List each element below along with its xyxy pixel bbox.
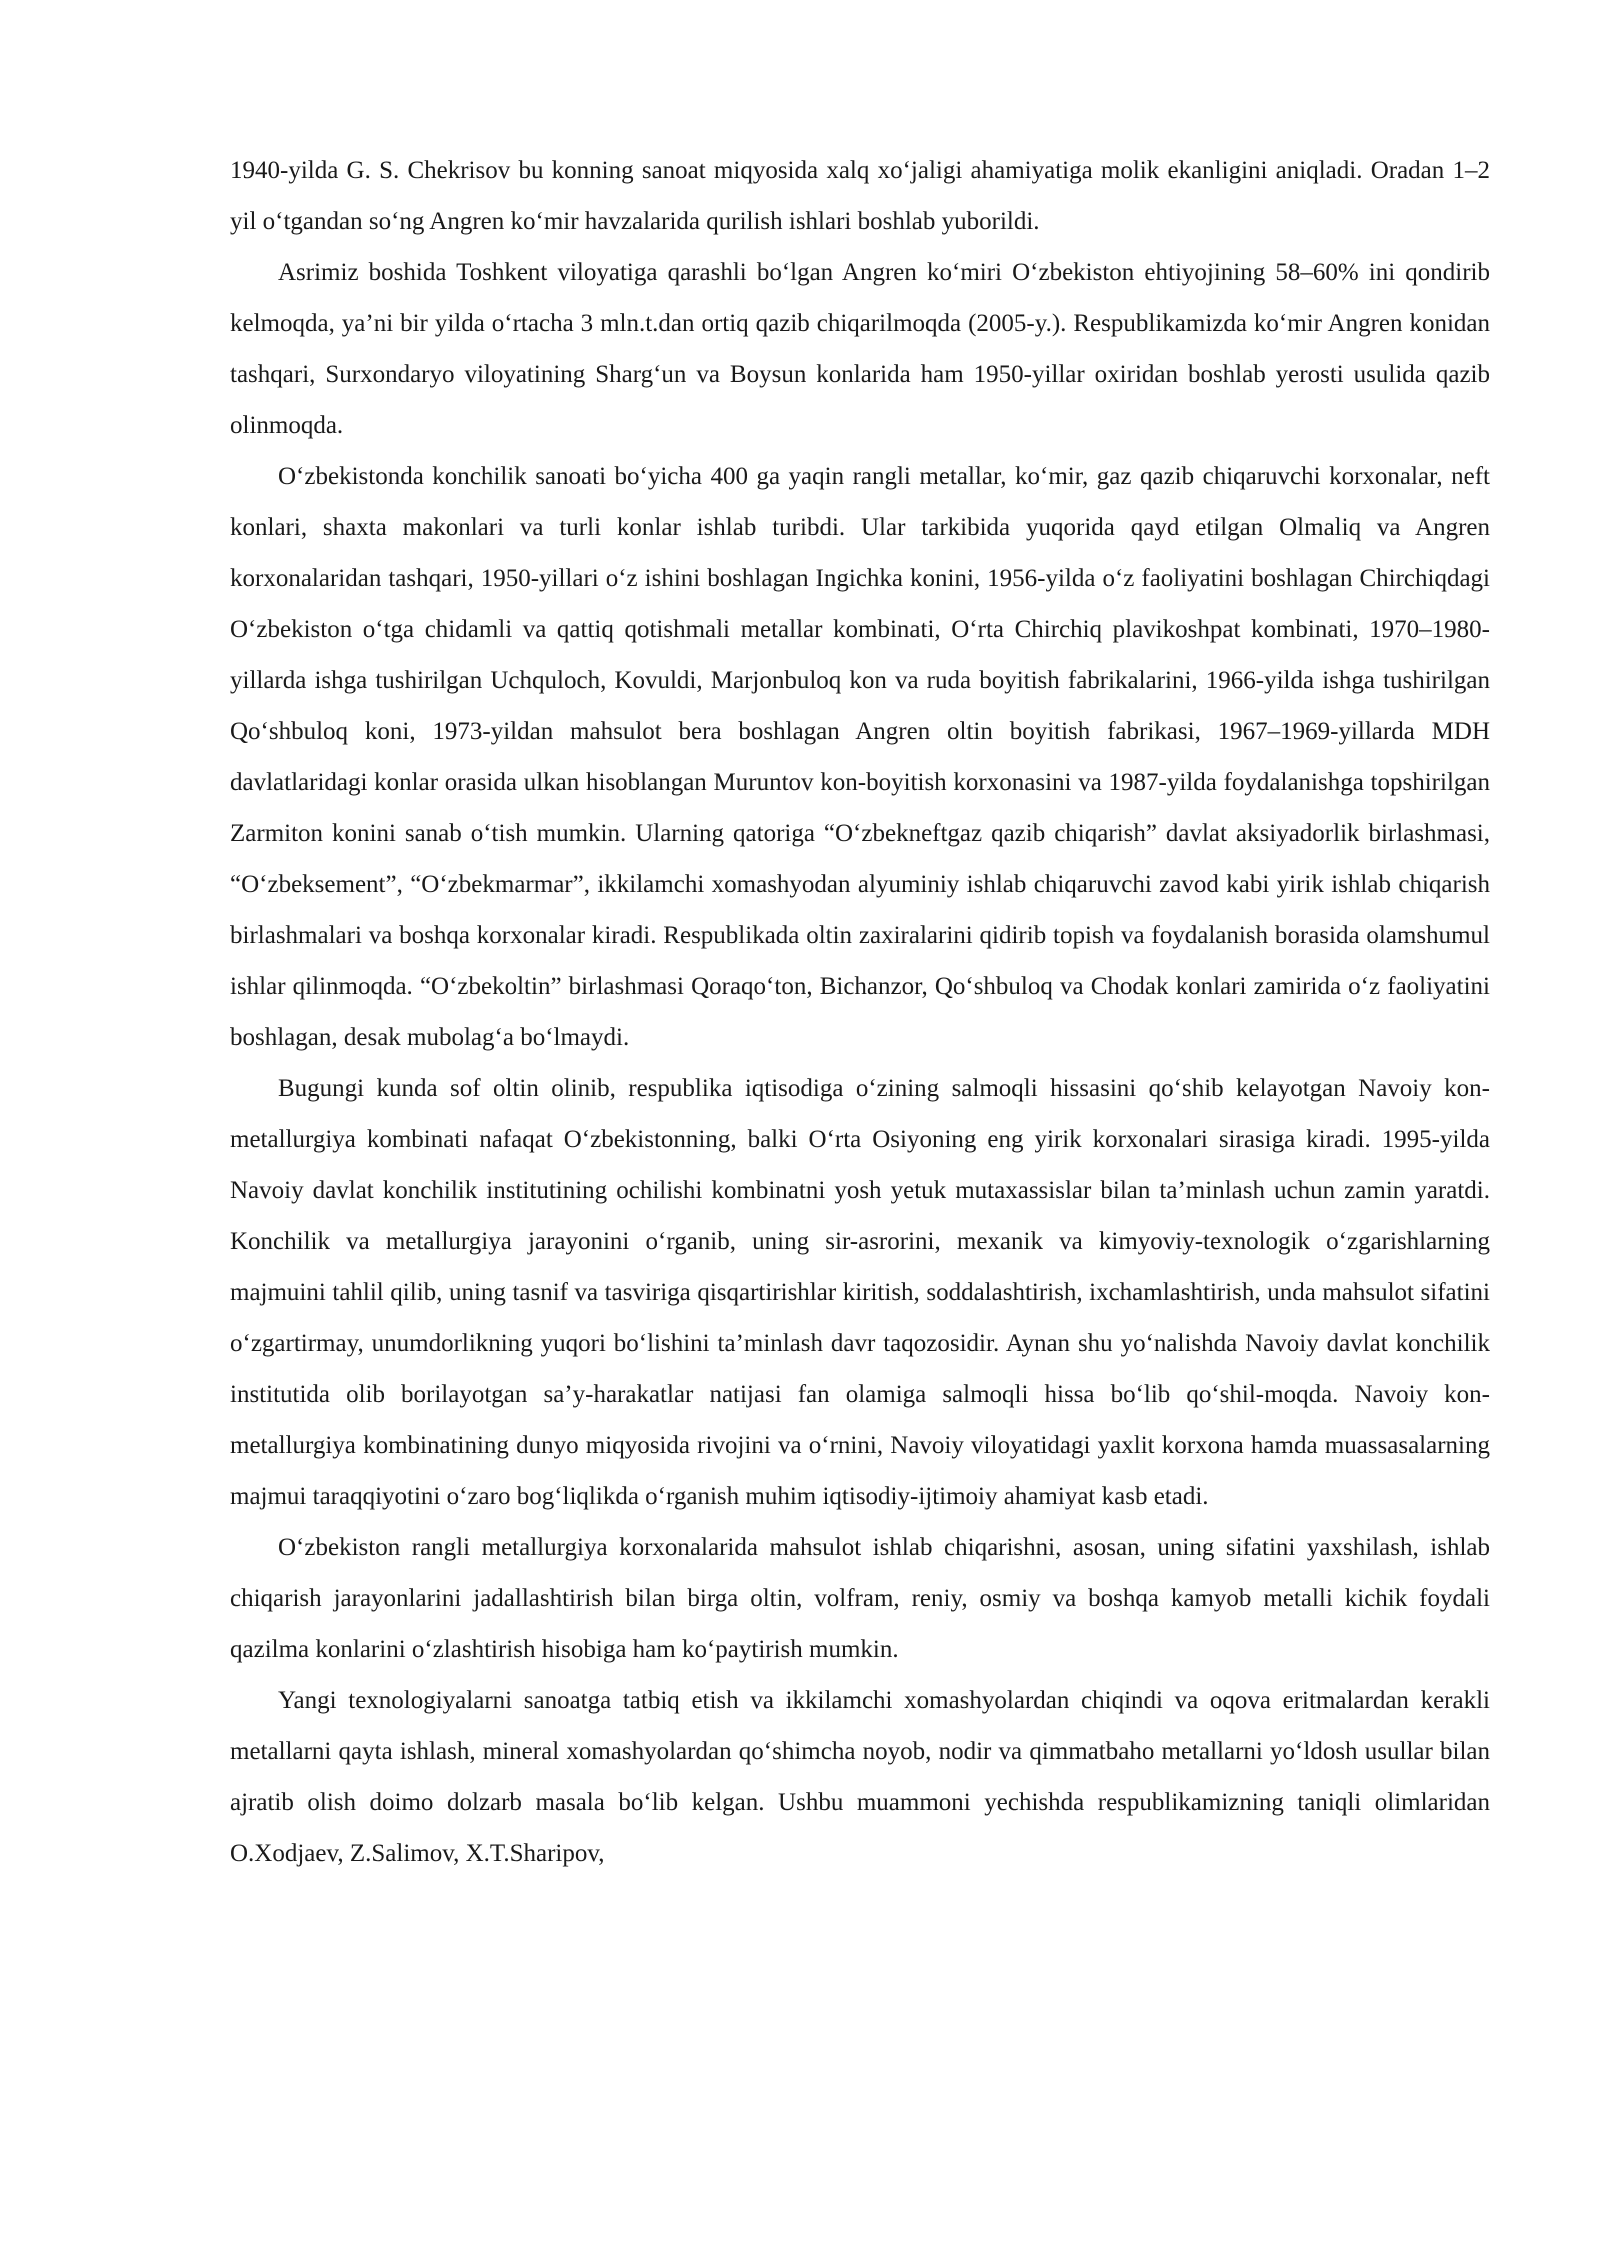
paragraph: Asrimiz boshida Toshkent viloyatiga qarashli bo‘lgan Angren ko‘miri O‘zbekiston ehtiyojining 58–60% ini qondirib kelmoqda, ya’ni bir yilda o‘rtacha 3 mln.t.dan ortiq qazib chiqarilmoqda (2005-y.). Respublikamizda ko‘mir Angren konidan tashqari, Surxondaryo viloyatining Sharg‘un va Boysun konlarida ham 1950-yillar oxiridan boshlab yerosti usulida qazib olinmoqda. bbox=[230, 259, 1490, 439]
paragraph: Yangi texnologiyalarni sanoatga tatbiq etish va ikkilamchi xomashyolardan chiqindi va oqova eritmalardan kerakli metallarni qayta ishlash, mineral xomashyolardan qo‘shimcha noyob, nodir va qimmatbaho metallarni yo‘ldosh usullar bilan ajratib olish doimo dolzarb masala bo‘lib kelgan. Ushbu muammoni yechishda respublikamizning taniqli olimlaridan O.Xodjaev, Z.Salimov, X.T.Sharipov, bbox=[230, 1687, 1490, 1867]
paragraph: 1940-yilda G. S. Chekrisov bu konning sanoat miqyosida xalq xo‘jaligi ahamiyatiga molik ekanligini aniqladi. Oradan 1–2 yil o‘tgandan so‘ng Angren ko‘mir havzalarida qurilish ishlari boshlab yuborildi. bbox=[230, 157, 1490, 235]
paragraph: O‘zbekistonda konchilik sanoati bo‘yicha 400 ga yaqin rangli metallar, ko‘mir, gaz qazib chiqaruvchi korxonalar, neft konlari, shaxta makonlari va turli konlar ishlab turibdi. Ular tarkibida yuqorida qayd etilgan Olmaliq va Angren korxonalaridan tashqari, 1950-yillari o‘z ishini boshlagan Ingichka konini, 1956-yilda o‘z faoliyatini boshlagan Chirchiqdagi O‘zbekiston o‘tga chidamli va qattiq qotishmali metallar kombinati, O‘rta Chirchiq plavikoshpat kombinati, 1970–1980-yillarda ishga tushirilgan Uchquloch, Kovuldi, Marjonbuloq kon va ruda boyitish fabrikalarini, 1966-yilda ishga tushirilgan Qo‘shbuloq koni, 1973-yildan mahsulot bera boshlagan Angren oltin boyitish fabrikasi, 1967–1969-yillarda MDH davlatlaridagi konlar orasida ulkan hisoblangan Muruntov kon-boyitish korxonasini va 1987-yilda foydalanishga topshirilgan Zarmiton konini sanab o‘tish mumkin. Ularning qatoriga “O‘zbekneftgaz qazib chiqarish” davlat aksiyadorlik birlashmasi, “O‘zbeksement”, “O‘zbekmarmar”, ikkilamchi xomashyodan alyuminiy ishlab chiqaruvchi zavod kabi yirik ishlab chiqarish birlashmalari va boshqa korxonalar kiradi. Respublikada oltin zaxiralarini qidirib topish va foydalanish borasida olamshumul ishlar qilinmoqda. “O‘zbekoltin” birlashmasi Qoraqo‘ton, Bichanzor, Qo‘shbuloq va Chodak konlari zamirida o‘z faoliyatini boshlagan, desak mubolag‘a bo‘lmaydi. bbox=[230, 463, 1490, 1051]
paragraph: Bugungi kunda sof oltin olinib, respublika iqtisodiga o‘zining salmoqli hissasini qo‘shib kelayotgan Navoiy kon-metallurgiya kombinati nafaqat O‘zbekistonning, balki O‘rta Osiyoning eng yirik korxonalari sirasiga kiradi. 1995-yilda Navoiy davlat konchilik institutining ochilishi kombinatni yosh yetuk mutaxassislar bilan ta’minlash uchun zamin yaratdi. Konchilik va metallurgiya jarayonini o‘rganib, uning sir-asrorini, mexanik va kimyoviy-texnologik o‘zgarishlarning majmuini tahlil qilib, uning tasnif va tasviriga qisqartirishlar kiritish, soddalashtirish, ixchamlashtirish, unda mahsulot sifatini o‘zgartirmay, unumdorlikning yuqori bo‘lishini ta’minlash davr taqozosidir. Aynan shu yo‘nalishda Navoiy davlat konchilik institutida olib borilayotgan sa’y-harakatlar natijasi fan olamiga salmoqli hissa bo‘lib qo‘shil-moqda. Navoiy kon-metallurgiya kombinatining dunyo miqyosida rivojini va o‘rnini, Navoiy viloyatidagi yaxlit korxona hamda muassasalarning majmui taraqqiyotini o‘zaro bog‘liqlikda o‘rganish muhim iqtisodiy-ijtimoiy ahamiyat kasb etadi. bbox=[230, 1075, 1490, 1510]
document-page bbox=[230, 145, 1490, 1879]
paragraph: O‘zbekiston rangli metallurgiya korxonalarida mahsulot ishlab chiqarishni, asosan, uning sifatini yaxshilash, ishlab chiqarish jarayonlarini jadallashtirish bilan birga oltin, volfram, reniy, osmiy va boshqa kamyob metalli kichik foydali qazilma konlarini o‘zlashtirish hisobiga ham ko‘paytirish mumkin. bbox=[230, 1534, 1490, 1663]
